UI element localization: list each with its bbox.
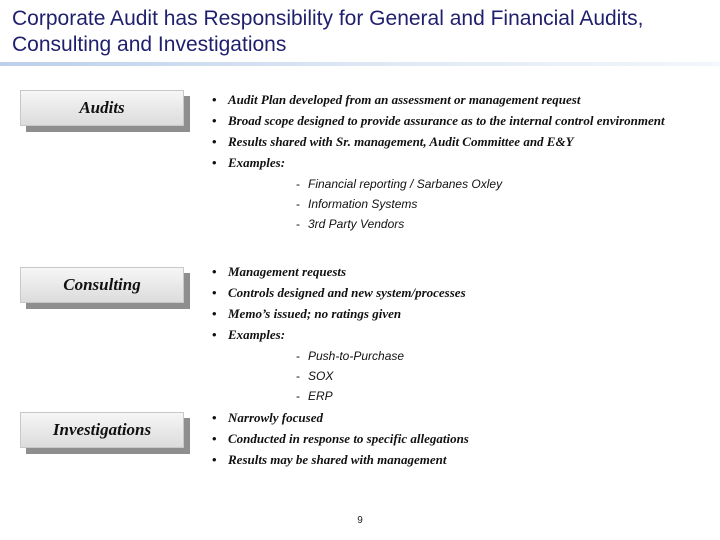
slide-title: Corporate Audit has Responsibility for General and Financial Audits, Consulting and Investigations bbox=[12, 7, 644, 56]
bullet-icon: • bbox=[212, 264, 217, 279]
section-label-investigations: Investigations bbox=[20, 412, 184, 448]
bullet-icon: • bbox=[212, 92, 217, 107]
list-item: • Audit Plan developed from an assessment or management request bbox=[212, 92, 581, 107]
audits-bullet-list bbox=[212, 92, 702, 236]
sub-list-item: - 3rd Party Vendors bbox=[296, 217, 405, 231]
bullet-icon: • bbox=[212, 155, 217, 170]
consulting-bullet-list bbox=[212, 264, 702, 408]
list-item: • Management requests bbox=[212, 264, 347, 279]
bullet-icon: • bbox=[212, 431, 217, 446]
list-item: • Results shared with Sr. management, Audit Committee and E&Y bbox=[212, 134, 574, 149]
sub-list-item: - ERP bbox=[296, 389, 333, 403]
list-item: • Memo’s issued; no ratings given bbox=[212, 306, 402, 321]
investigations-bullet-list bbox=[212, 410, 702, 473]
dash-icon: - bbox=[296, 197, 300, 211]
dash-icon: - bbox=[296, 349, 300, 363]
list-item: • Examples: bbox=[212, 155, 286, 170]
bullet-icon: • bbox=[212, 306, 217, 321]
bullet-icon: • bbox=[212, 134, 217, 149]
list-item: • Narrowly focused bbox=[212, 410, 323, 425]
list-item: • Broad scope designed to provide assurance as to the internal control environment bbox=[212, 113, 665, 128]
sub-list-item: - Information Systems bbox=[296, 197, 418, 211]
section-label-consulting: Consulting bbox=[20, 267, 184, 303]
list-item: • Examples: bbox=[212, 327, 286, 342]
dash-icon: - bbox=[296, 217, 300, 231]
title-divider bbox=[0, 62, 720, 66]
dash-icon: - bbox=[296, 177, 300, 191]
bullet-icon: • bbox=[212, 452, 217, 467]
sub-list-item: - Financial reporting / Sarbanes Oxley bbox=[296, 177, 503, 191]
sub-list-item: - SOX bbox=[296, 369, 334, 383]
dash-icon: - bbox=[296, 369, 300, 383]
list-item: • Controls designed and new system/processes bbox=[212, 285, 466, 300]
section-label-audits: Audits bbox=[20, 90, 184, 126]
list-item: • Results may be shared with management bbox=[212, 452, 447, 467]
list-item: • Conducted in response to specific allegations bbox=[212, 431, 469, 446]
bullet-icon: • bbox=[212, 410, 217, 425]
bullet-icon: • bbox=[212, 327, 217, 342]
bullet-icon: • bbox=[212, 113, 217, 128]
bullet-icon: • bbox=[212, 285, 217, 300]
sub-list-item: - Push-to-Purchase bbox=[296, 349, 405, 363]
page-number: 9 bbox=[357, 515, 363, 526]
dash-icon: - bbox=[296, 389, 300, 403]
